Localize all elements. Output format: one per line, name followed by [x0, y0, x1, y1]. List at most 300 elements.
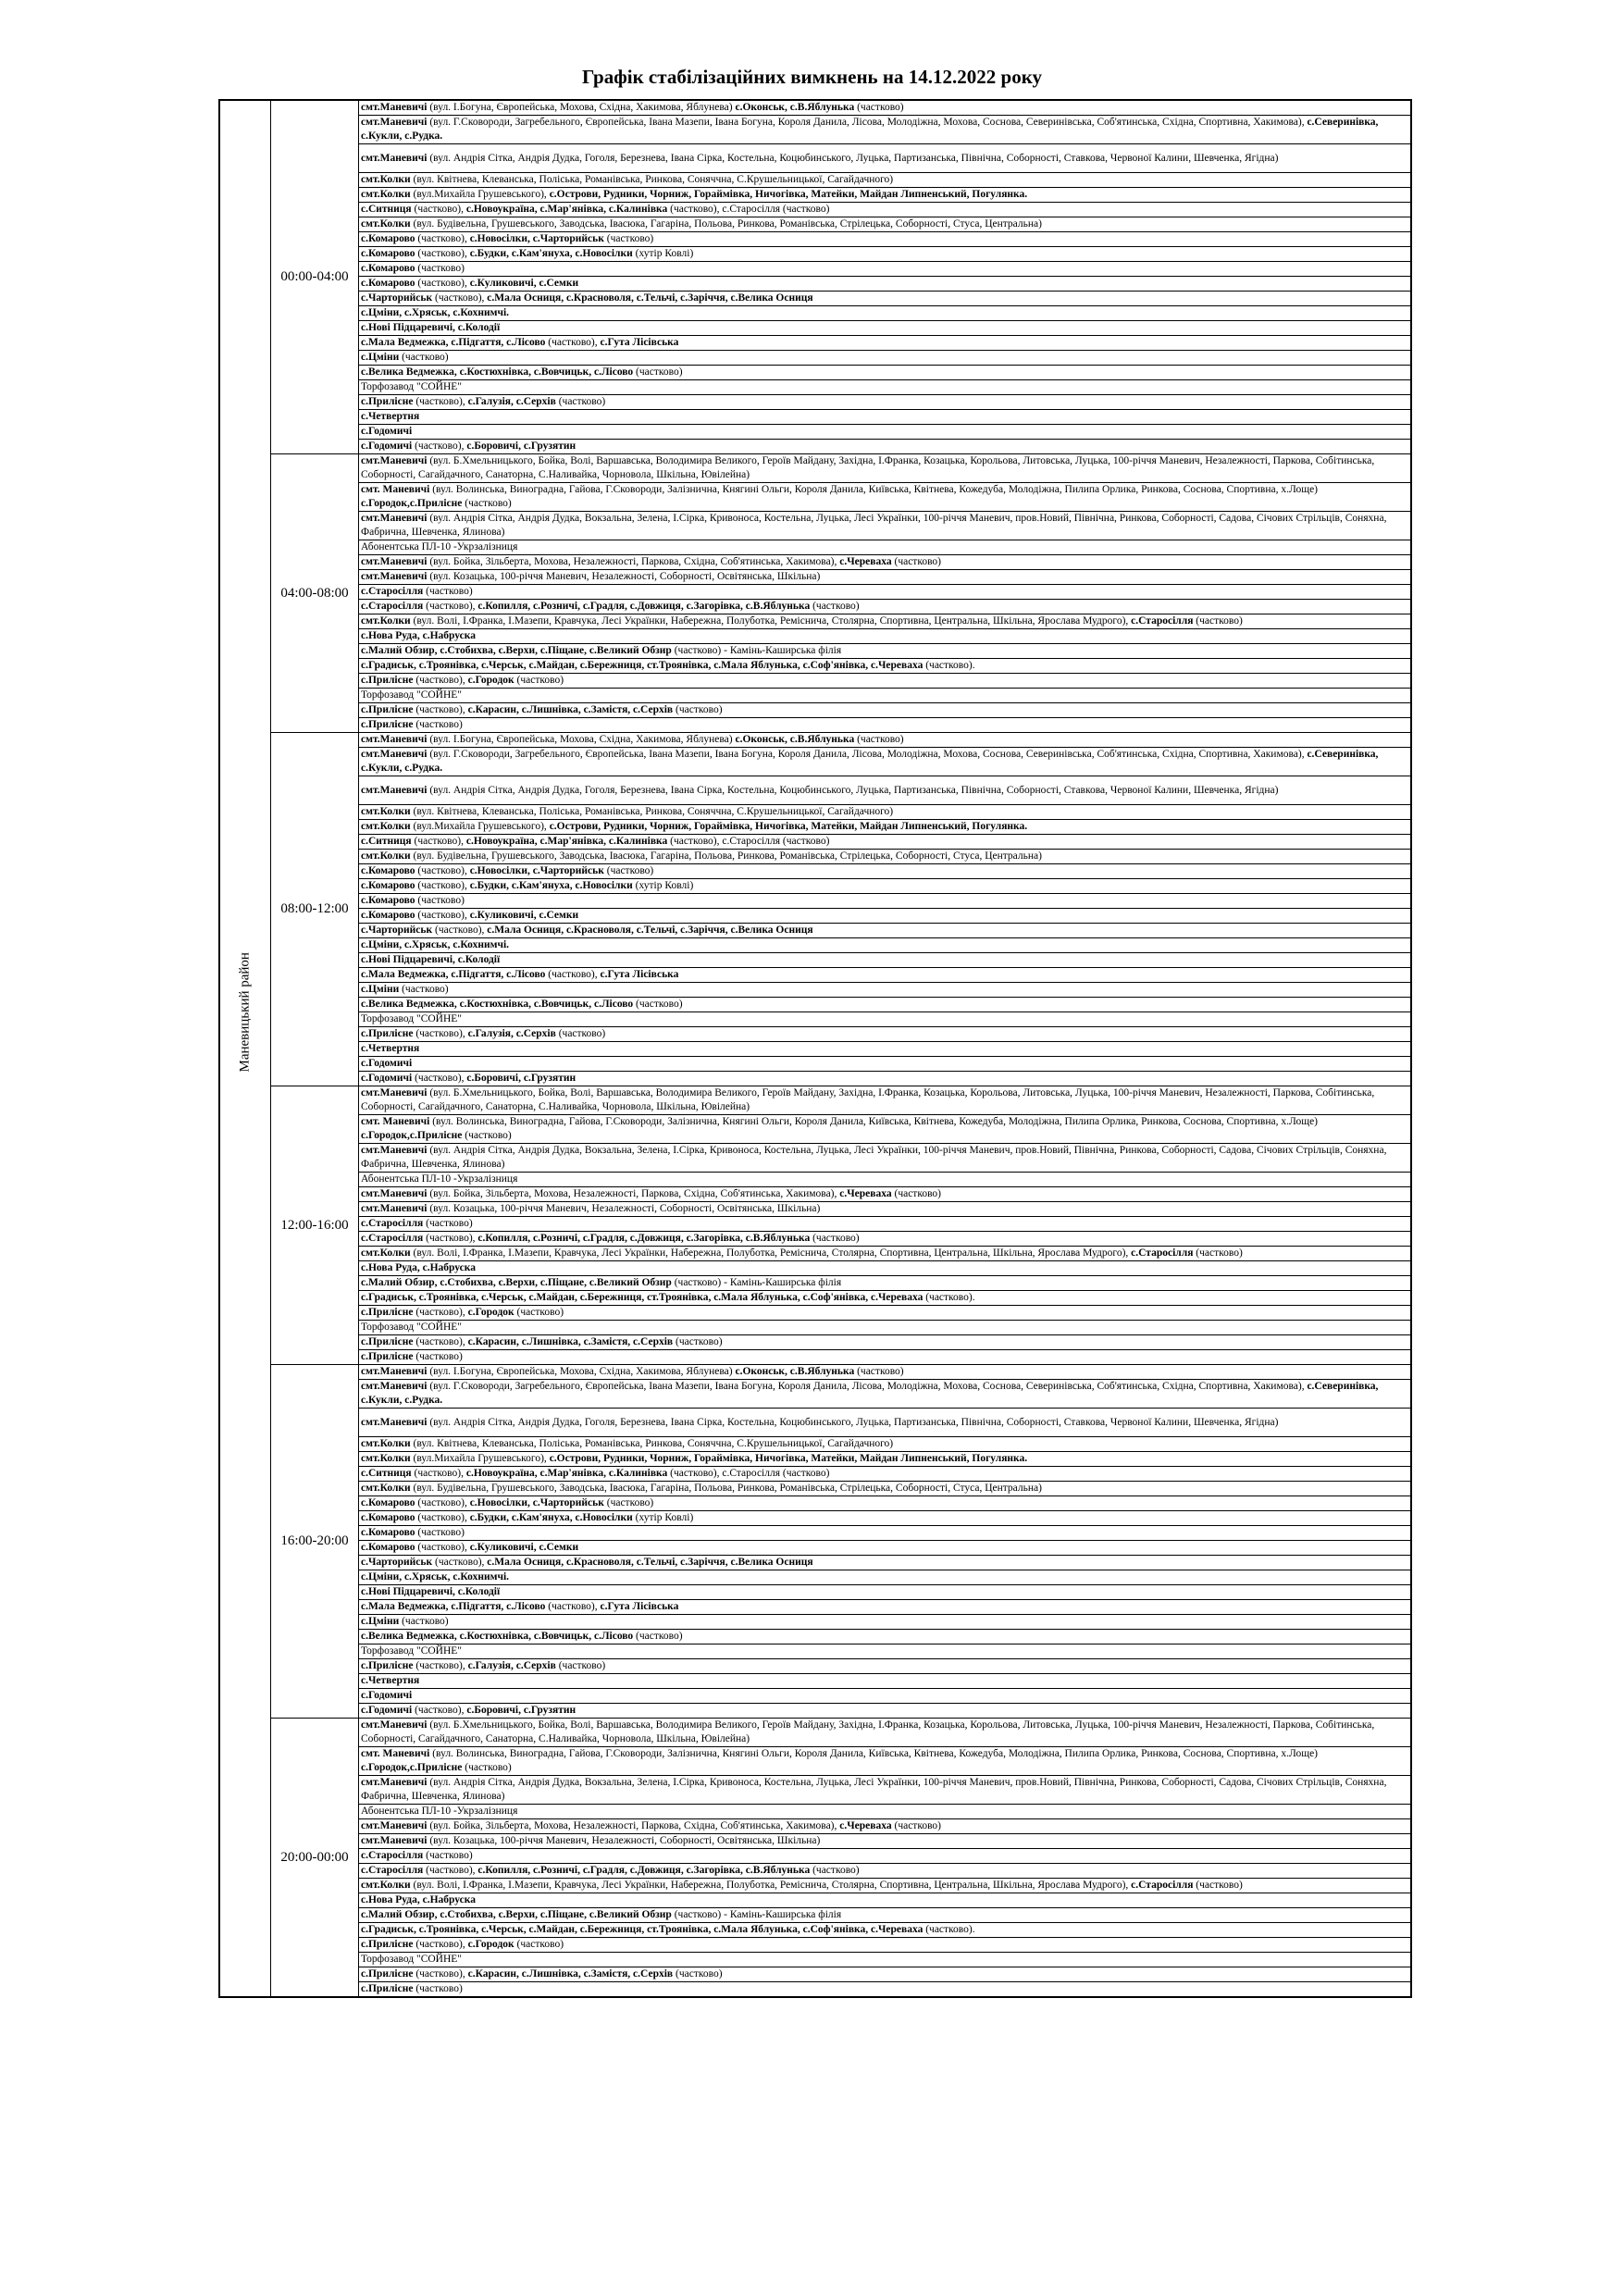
- time-slot: 08:00-12:00: [271, 733, 359, 1086]
- schedule-row: [219, 351, 1411, 366]
- schedule-row: [219, 1893, 1411, 1908]
- settlement-entry: [359, 1776, 1412, 1805]
- entry-detail: (вул. Волі, І.Франка, І.Мазепи, Кравчука, Лесі Українки, Набережна, Полуботка, Ремісничa, Столярна, Спортивна, Центральна, Шкільна, Ярослава Мудрого),: [410, 1880, 1132, 1891]
- settlement-entry: [359, 953, 1412, 968]
- entry-detail: (вул. Волинська, Виноградна, Гайова, Г.Сковороди, Залізнична, Княгині Ольги, Короля Данила, Київська, Квітнева, Кожедуба, Молодіжна, Пилипа Орлика, Ринкова, Соснова, Спортивна, х.Лоще): [429, 1116, 1319, 1127]
- entry-tail: с.Копилля, с.Розничі, с.Градля, с.Довжиця, с.Загорівка, с.В.Яблунька: [477, 1865, 811, 1876]
- settlement-entry: [359, 540, 1412, 555]
- entry-lead: смт.Маневичі: [361, 1381, 428, 1392]
- schedule-row: [219, 262, 1411, 277]
- settlement-entry: [359, 748, 1412, 776]
- schedule-row: [219, 1953, 1411, 1967]
- entry-detail: (частково),: [412, 1073, 467, 1084]
- schedule-row: [219, 217, 1411, 232]
- settlement-entry: [359, 336, 1412, 351]
- time-slot: 04:00-08:00: [271, 454, 359, 733]
- entry-lead: с.Старосілля: [361, 601, 424, 612]
- entry-note: (частково): [1193, 615, 1243, 627]
- time-slot: 16:00-20:00: [271, 1365, 359, 1719]
- entry-lead: с.Комарово: [361, 233, 415, 244]
- entry-detail: (частково): [423, 586, 473, 597]
- schedule-row: [219, 1276, 1411, 1291]
- entry-note: (частково): [673, 1968, 723, 1980]
- schedule-row: [219, 924, 1411, 938]
- schedule-row: [219, 1350, 1411, 1365]
- entry-lead: с.Годомичі: [361, 426, 413, 437]
- schedule-row: [219, 1365, 1411, 1380]
- entry-lead: смт.Колки: [361, 189, 411, 200]
- entry-lead: с.Комарово: [361, 263, 415, 274]
- settlement-entry: [359, 262, 1412, 277]
- entry-lead: с.Комарово: [361, 248, 415, 259]
- settlement-entry: [359, 440, 1412, 454]
- schedule-row: [219, 1027, 1411, 1042]
- settlement-entry: [359, 585, 1412, 600]
- entry-lead: с.Ситниця: [361, 1468, 412, 1479]
- schedule-row: [219, 306, 1411, 321]
- entry-tail: с.Новосілки, с.Чарторийськ: [469, 233, 604, 244]
- schedule-row: [219, 909, 1411, 924]
- schedule-row: [219, 380, 1411, 395]
- entry-detail: (частково),: [413, 1660, 468, 1671]
- entry-lead: смт.Маневичі: [361, 513, 428, 524]
- entry-detail: Торфозавод "СОЙНЕ": [361, 1954, 463, 1965]
- schedule-row: [219, 116, 1411, 144]
- entry-detail: (частково),: [423, 1865, 478, 1876]
- schedule-row: [219, 425, 1411, 440]
- settlement-entry: [359, 1027, 1412, 1042]
- settlement-entry: [359, 1849, 1412, 1864]
- entry-detail: (частково) - Камінь-Каширська філія: [671, 645, 842, 656]
- entry-lead: с.Старосілля: [361, 586, 424, 597]
- schedule-row: [219, 1261, 1411, 1276]
- entry-note: (частково): [810, 1865, 860, 1876]
- settlement-entry: [359, 351, 1412, 366]
- schedule-row: [219, 864, 1411, 879]
- settlement-entry: [359, 1496, 1412, 1511]
- entry-detail: (вул. Бойка, Зільберта, Мохова, Незалежності, Паркова, Східна, Соб'ятинська, Хакимова),: [427, 556, 840, 567]
- schedule-row: [219, 953, 1411, 968]
- entry-detail: Торфозавод "СОЙНЕ": [361, 1322, 463, 1333]
- schedule-row: [219, 1437, 1411, 1452]
- entry-tail: с.Будки, с.Кам'януха, с.Новосілки: [469, 1512, 633, 1523]
- entry-lead: с.Прилісне: [361, 396, 414, 407]
- schedule-row: [219, 1086, 1411, 1115]
- entry-lead: смт.Маневичі: [361, 1835, 428, 1846]
- entry-lead: смт.Маневичі: [361, 1188, 428, 1199]
- entry-detail: (вул. Волинська, Виноградна, Гайова, Г.Сковороди, Залізнична, Княгині Ольги, Короля Данила, Київська, Квітнева, Кожедуба, Молодіжна, Пилипа Орлика, Ринкова, Соснова, Спортивна, х.Лоще): [429, 484, 1319, 495]
- schedule-row: [219, 748, 1411, 776]
- settlement-entry: [359, 1173, 1412, 1187]
- entry-lead: смт. Маневичі: [361, 484, 430, 495]
- entry-tail: с.Городок: [467, 1307, 514, 1318]
- settlement-entry: [359, 938, 1412, 953]
- schedule-row: [219, 570, 1411, 585]
- entry-lead: с.Прилісне: [361, 1351, 414, 1362]
- entry-lead: с.Градиськ, с.Троянівка, с.Черськ, с.Майдан, с.Бережниця, ст.Троянівка, с.Мала Яблунька, с.Соф'янівка, с.Череваха: [361, 1292, 924, 1303]
- entry-lead: с.Чарторийськ: [361, 292, 433, 304]
- schedule-row: [219, 968, 1411, 983]
- settlement-entry: [359, 570, 1412, 585]
- settlement-entry: [359, 1689, 1412, 1704]
- entry-tail: с.Городок: [467, 1939, 514, 1950]
- schedule-row: [219, 776, 1411, 805]
- settlement-entry: [359, 1511, 1412, 1526]
- entry-tail: с.Северинівка, с.Кукли, с.Рудка.: [361, 117, 1379, 142]
- entry-detail: (частково),: [415, 880, 470, 891]
- entry-lead: с.Прилісне: [361, 675, 414, 686]
- schedule-row: [219, 703, 1411, 718]
- entry-detail: (вул. Волинська, Виноградна, Гайова, Г.Сковороди, Залізнична, Княгині Ольги, Короля Данила, Київська, Квітнева, Кожедуба, Молодіжна, Пилипа Орлика, Ринкова, Соснова, Спортивна, х.Лоще): [429, 1748, 1319, 1759]
- entry-lead: смт.Маневичі: [361, 784, 428, 796]
- entry-detail: (частково): [423, 1218, 473, 1229]
- entry-detail: (вул. Козацька, 100-річчя Маневич, Незалежності, Соборності, Освітянська, Шкільна): [427, 1203, 821, 1214]
- settlement-entry: [359, 1953, 1412, 1967]
- entry-detail: (вул. Волі, І.Франка, І.Мазепи, Кравчука, Лесі Українки, Набережна, Полуботка, Ремісничa, Столярна, Спортивна, Центральна, Шкільна, Ярослава Мудрого),: [410, 1247, 1132, 1259]
- entry-detail: (вул. Будівельна, Грушевського, Заводська, Івасюка, Гагаріна, Польова, Ринкова, Романівська, Стрілецька, Соборності, Стуса, Центральна): [410, 218, 1042, 230]
- entry-tail: с.Старосілля: [1131, 615, 1194, 627]
- outage-schedule-table: [218, 99, 1412, 1998]
- settlement-entry: [359, 1556, 1412, 1570]
- schedule-row: [219, 1380, 1411, 1409]
- schedule-row: [219, 718, 1411, 733]
- settlement-entry: [359, 116, 1412, 144]
- entry-note: (частково): [462, 498, 512, 509]
- settlement-entry: [359, 718, 1412, 733]
- schedule-body: [219, 100, 1411, 1997]
- entry-note: (частково), с.Старосілля (частково): [667, 204, 830, 215]
- schedule-row: [219, 733, 1411, 748]
- entry-lead: смт.Колки: [361, 806, 411, 817]
- entry-tail: с.Галузія, с.Серхів: [467, 396, 556, 407]
- settlement-entry: [359, 1893, 1412, 1908]
- settlement-entry: [359, 1086, 1412, 1115]
- settlement-entry: [359, 1042, 1412, 1057]
- schedule-row: [219, 366, 1411, 380]
- entry-note: (частково): [555, 1660, 606, 1671]
- entry-lead: смт.Колки: [361, 1438, 411, 1449]
- entry-tail: с.Острови, Рудники, Чорниж, Гораймівка, Ничогівка, Матейки, Майдан Липненський, Погулянка.: [549, 1453, 1028, 1464]
- entry-detail: (вул. Козацька, 100-річчя Маневич, Незалежності, Соборності, Освітянська, Шкільна): [427, 1835, 821, 1846]
- entry-note: (частково): [603, 1497, 654, 1508]
- entry-tail: с.Карасин, с.Лишнівка, с.Замістя, с.Серхів: [467, 1336, 674, 1347]
- schedule-row: [219, 835, 1411, 850]
- settlement-entry: [359, 1291, 1412, 1306]
- schedule-row: [219, 1321, 1411, 1335]
- entry-tail: с.Мала Осниця, с.Красноволя, с.Тельчі, с.Заріччя, с.Велика Осниця: [487, 1557, 813, 1568]
- entry-tail: с.Северинівка, с.Кукли, с.Рудка.: [361, 749, 1379, 774]
- schedule-row: [219, 998, 1411, 1012]
- entry-detail: (частково),: [412, 441, 467, 452]
- entry-lead: смт.Колки: [361, 218, 411, 230]
- settlement-entry: [359, 1452, 1412, 1467]
- schedule-row: [219, 1482, 1411, 1496]
- settlement-entry: [359, 1819, 1412, 1834]
- entry-detail: (частково),: [415, 233, 470, 244]
- entry-detail: (вул. Г.Сковороди, Загребельного, Європейська, Івана Мазепи, Івана Богуна, Короля Данила, Лісова, Молодіжна, Мохова, Соснова, Северинівська, Соб'ятинська, Східна, Спортивна, Хакимова),: [427, 117, 1308, 128]
- entry-lead: с.Прилісне: [361, 1307, 414, 1318]
- entry-detail: (вул. Волі, І.Франка, І.Мазепи, Кравчука, Лесі Українки, Набережна, Полуботка, Ремісничa, Столярна, Спортивна, Центральна, Шкільна, Ярослава Мудрого),: [410, 615, 1132, 627]
- settlement-entry: [359, 1834, 1412, 1849]
- entry-lead: с.Чарторийськ: [361, 1557, 433, 1568]
- entry-detail: (частково).: [923, 660, 975, 671]
- document-title: Графік стабілізаційних вимкнень на 14.12.2022 року: [582, 66, 1042, 88]
- entry-note: (хутір Ковлі): [632, 1512, 694, 1523]
- entry-tail: с.Боровичі, с.Грузятин: [466, 441, 576, 452]
- entry-lead: смт.Маневичі: [361, 455, 428, 466]
- entry-lead: с.Мала Ведмежка, с.Підгаття, с.Лісово: [361, 969, 546, 980]
- schedule-row: [219, 1057, 1411, 1072]
- entry-note: (частково): [514, 675, 564, 686]
- entry-detail: (частково),: [411, 836, 466, 847]
- entry-detail: (вул. Квітнева, Клеванська, Поліська, Романівська, Ринкова, Соняччна, С.Крушельницької, Сагайдачного): [410, 174, 894, 185]
- settlement-entry: [359, 1115, 1412, 1144]
- settlement-entry: [359, 512, 1412, 540]
- settlement-entry: [359, 395, 1412, 410]
- schedule-row: [219, 1187, 1411, 1202]
- entry-detail: (частково),: [413, 1307, 468, 1318]
- entry-tail: с.Новосілки, с.Чарторийськ: [469, 865, 604, 876]
- entry-note: (частково): [514, 1939, 564, 1950]
- schedule-row: [219, 1600, 1411, 1615]
- entry-lead: с.Комарово: [361, 1497, 415, 1508]
- entry-detail: (частково) - Камінь-Каширська філія: [671, 1909, 842, 1920]
- schedule-row: [219, 173, 1411, 188]
- entry-lead: смт.Колки: [361, 615, 411, 627]
- entry-lead: смт.Маневичі: [361, 1719, 428, 1731]
- settlement-entry: [359, 1967, 1412, 1982]
- entry-lead: с.Годомичі: [361, 1073, 413, 1084]
- schedule-row: [219, 1526, 1411, 1541]
- schedule-row: [219, 894, 1411, 909]
- entry-detail: (вул.Михайла Грушевського),: [410, 821, 550, 832]
- entry-lead: с.Прилісне: [361, 1983, 414, 1994]
- entry-lead: с.Годомичі: [361, 1058, 413, 1069]
- entry-lead: с.Нові Підцаревичі, с.Колодії: [361, 1586, 501, 1597]
- entry-note: (частково): [673, 1336, 723, 1347]
- settlement-entry: [359, 188, 1412, 203]
- entry-lead: с.Велика Ведмежка, с.Костюхнівка, с.Вовчицьк, с.Лісово: [361, 366, 634, 378]
- settlement-entry: [359, 674, 1412, 689]
- time-slot: 12:00-16:00: [271, 1086, 359, 1365]
- entry-detail: (частково).: [923, 1292, 975, 1303]
- entry-note: (частково), с.Старосілля (частково): [667, 1468, 830, 1479]
- entry-detail: (частково),: [415, 278, 470, 289]
- entry-tail: с.Копилля, с.Розничі, с.Градля, с.Довжиця, с.Загорівка, с.В.Яблунька: [477, 1233, 811, 1244]
- settlement-entry: [359, 454, 1412, 483]
- entry-lead: с.Цміни, с.Хряськ, с.Кохнимчі.: [361, 307, 510, 318]
- entry-note: (частково): [673, 704, 723, 715]
- schedule-row: [219, 1247, 1411, 1261]
- settlement-entry: [359, 1879, 1412, 1893]
- entry-detail: (вул. Андрія Сітка, Андрія Дудка, Гоголя, Березнева, Івана Сірка, Костельна, Коцюбинського, Луцька, Партизанська, Північна, Соборності, Ставкова, Червоної Калини, Шевченка, Ягідна): [427, 784, 1279, 796]
- time-slot: 20:00-00:00: [271, 1719, 359, 1998]
- entry-lead: смт.Маневичі: [361, 1820, 428, 1831]
- settlement-entry: [359, 659, 1412, 674]
- entry-tail: с.Городок,с.Прилісне: [361, 498, 463, 509]
- entry-tail: с.Мала Осниця, с.Красноволя, с.Тельчі, с.Заріччя, с.Велика Осниця: [487, 925, 813, 936]
- schedule-row: [219, 410, 1411, 425]
- entry-detail: (частково),: [415, 248, 470, 259]
- schedule-row: [219, 1849, 1411, 1864]
- settlement-entry: [359, 1202, 1412, 1217]
- settlement-entry: [359, 1674, 1412, 1689]
- settlement-entry: [359, 1409, 1412, 1437]
- schedule-row: [219, 247, 1411, 262]
- schedule-row: [219, 1467, 1411, 1482]
- entry-tail: с.Куликовичі, с.Семки: [469, 1542, 579, 1553]
- settlement-entry: [359, 380, 1412, 395]
- entry-detail: (вул. Козацька, 100-річчя Маневич, Незалежності, Соборності, Освітянська, Шкільна): [427, 571, 821, 582]
- entry-detail: (частково): [413, 719, 463, 730]
- entry-lead: с.Четвертня: [361, 411, 420, 422]
- schedule-row: [219, 585, 1411, 600]
- settlement-entry: [359, 425, 1412, 440]
- schedule-row: [219, 395, 1411, 410]
- entry-tail: с.Новоукраїна, с.Мар'янівка, с.Калинівка: [465, 1468, 668, 1479]
- settlement-entry: [359, 1526, 1412, 1541]
- settlement-entry: [359, 483, 1412, 512]
- entry-lead: с.Годомичі: [361, 441, 413, 452]
- schedule-row: [219, 1982, 1411, 1998]
- entry-lead: с.Чарторийськ: [361, 925, 433, 936]
- schedule-row: [219, 1556, 1411, 1570]
- entry-lead: с.Мала Ведмежка, с.Підгаття, с.Лісово: [361, 337, 546, 348]
- entry-lead: с.Прилісне: [361, 719, 414, 730]
- entry-detail: (частково),: [413, 1336, 468, 1347]
- entry-lead: с.Нові Підцаревичі, с.Колодії: [361, 954, 501, 965]
- entry-note: (частково): [603, 233, 654, 244]
- entry-tail: с.Будки, с.Кам'януха, с.Новосілки: [469, 248, 633, 259]
- entry-lead: смт. Маневичі: [361, 1116, 430, 1127]
- entry-tail: с.Боровичі, с.Грузятин: [466, 1073, 576, 1084]
- settlement-entry: [359, 1615, 1412, 1630]
- entry-lead: с.Нова Руда, с.Набруска: [361, 1894, 476, 1905]
- schedule-row: [219, 1173, 1411, 1187]
- schedule-row: [219, 1335, 1411, 1350]
- settlement-entry: [359, 1306, 1412, 1321]
- settlement-entry: [359, 1600, 1412, 1615]
- entry-detail: (частково),: [412, 1705, 467, 1716]
- entry-detail: (вул. Андрія Сітка, Андрія Дудка, Вокзальна, Зелена, І.Сірка, Кривоноса, Костельна, Луцька, Лесі Українки, 100-річчя Маневич, пров.Новий, Північна, Ринкова, Соборності, Садова, Січових Стрільців, Соняхна, Фабрична, Шевченка, Ялинова): [361, 513, 1387, 538]
- entry-lead: с.Прилісне: [361, 704, 414, 715]
- entry-note: (хутір Ковлі): [632, 248, 694, 259]
- entry-lead: смт.Маневичі: [361, 734, 428, 745]
- settlement-entry: [359, 629, 1412, 644]
- settlement-entry: [359, 1247, 1412, 1261]
- entry-detail: (частково),: [415, 910, 470, 921]
- settlement-entry: [359, 1187, 1412, 1202]
- entry-detail: (частково),: [432, 292, 488, 304]
- settlement-entry: [359, 879, 1412, 894]
- entry-detail: (частково): [415, 263, 465, 274]
- schedule-row: [219, 879, 1411, 894]
- entry-detail: (вул. Г.Сковороди, Загребельного, Європейська, Івана Мазепи, Івана Богуна, Короля Данила, Лісова, Молодіжна, Мохова, Соснова, Северинівська, Соб'ятинська, Східна, Спортивна, Хакимова),: [427, 1381, 1308, 1392]
- entry-lead: с.Комарово: [361, 895, 415, 906]
- schedule-row: [219, 820, 1411, 835]
- settlement-entry: [359, 983, 1412, 998]
- schedule-row: [219, 1819, 1411, 1834]
- entry-lead: смт.Маневичі: [361, 1416, 428, 1428]
- entry-tail: с.Оконськ, с.В.Яблунька: [735, 734, 855, 745]
- entry-detail: (частково): [413, 1351, 463, 1362]
- schedule-row: [219, 1908, 1411, 1923]
- schedule-row: [219, 540, 1411, 555]
- entry-lead: с.Нова Руда, с.Набруска: [361, 1262, 476, 1273]
- entry-lead: с.Велика Ведмежка, с.Костюхнівка, с.Вовчицьк, с.Лісово: [361, 999, 634, 1010]
- entry-note: (частково): [810, 601, 860, 612]
- entry-detail: (частково): [399, 1616, 449, 1627]
- settlement-entry: [359, 203, 1412, 217]
- entry-lead: смт.Колки: [361, 850, 411, 862]
- entry-lead: с.Комарово: [361, 1512, 415, 1523]
- schedule-row: [219, 1541, 1411, 1556]
- entry-tail: с.Карасин, с.Лишнівка, с.Замістя, с.Серхів: [467, 1968, 674, 1980]
- entry-note: (частково): [1193, 1880, 1243, 1891]
- entry-lead: с.Четвертня: [361, 1043, 420, 1054]
- entry-detail: (частково): [399, 984, 449, 995]
- entry-detail: (частково),: [423, 601, 478, 612]
- entry-lead: смт.Маневичі: [361, 152, 428, 164]
- schedule-row: [219, 277, 1411, 292]
- entry-lead: с.Старосілля: [361, 1865, 424, 1876]
- entry-detail: (частково): [415, 895, 465, 906]
- settlement-entry: [359, 1144, 1412, 1173]
- entry-lead: с.Комарово: [361, 865, 415, 876]
- settlement-entry: [359, 1923, 1412, 1938]
- entry-detail: (вул. Андрія Сітка, Андрія Дудка, Вокзальна, Зелена, І.Сірка, Кривоноса, Костельна, Луцька, Лесі Українки, 100-річчя Маневич, пров.Новий, Північна, Ринкова, Соборності, Садова, Січових Стрільців, Соняхна, Фабрична, Шевченка, Ялинова): [361, 1145, 1387, 1170]
- settlement-entry: [359, 1380, 1412, 1409]
- schedule-row: [219, 321, 1411, 336]
- district-cell: [219, 100, 271, 1997]
- entry-lead: с.Нова Руда, с.Набруска: [361, 630, 476, 641]
- entry-tail: с.Боровичі, с.Грузятин: [466, 1705, 576, 1716]
- entry-note: (частково): [891, 556, 942, 567]
- entry-lead: с.Мала Ведмежка, с.Підгаття, с.Лісово: [361, 1601, 546, 1612]
- schedule-row: [219, 1217, 1411, 1232]
- entry-tail: с.Копилля, с.Розничі, с.Градля, с.Довжиця, с.Загорівка, с.В.Яблунька: [477, 601, 811, 612]
- settlement-entry: [359, 1261, 1412, 1276]
- settlement-entry: [359, 1232, 1412, 1247]
- schedule-row: [219, 629, 1411, 644]
- schedule-row: [219, 144, 1411, 173]
- entry-lead: смт.Маневичі: [361, 1203, 428, 1214]
- schedule-row: [219, 1644, 1411, 1659]
- entry-detail: (частково),: [432, 1557, 488, 1568]
- schedule-row: [219, 1042, 1411, 1057]
- entry-detail: (частково),: [413, 675, 468, 686]
- entry-tail: с.Куликовичі, с.Семки: [469, 910, 579, 921]
- schedule-row: [219, 1452, 1411, 1467]
- schedule-row: [219, 1012, 1411, 1027]
- entry-detail: (частково): [633, 1631, 683, 1642]
- entry-detail: (частково): [415, 1527, 465, 1538]
- schedule-row: [219, 614, 1411, 629]
- schedule-row: [219, 938, 1411, 953]
- settlement-entry: [359, 1365, 1412, 1380]
- settlement-entry: [359, 1335, 1412, 1350]
- entry-detail: (частково),: [413, 1939, 468, 1950]
- settlement-entry: [359, 1908, 1412, 1923]
- schedule-row: [219, 203, 1411, 217]
- settlement-entry: [359, 232, 1412, 247]
- schedule-row: [219, 644, 1411, 659]
- schedule-row: [219, 1202, 1411, 1217]
- entry-lead: с.Прилісне: [361, 1660, 414, 1671]
- entry-lead: смт.Маневичі: [361, 1087, 428, 1098]
- schedule-row: [219, 850, 1411, 864]
- entry-lead: с.Годомичі: [361, 1690, 413, 1701]
